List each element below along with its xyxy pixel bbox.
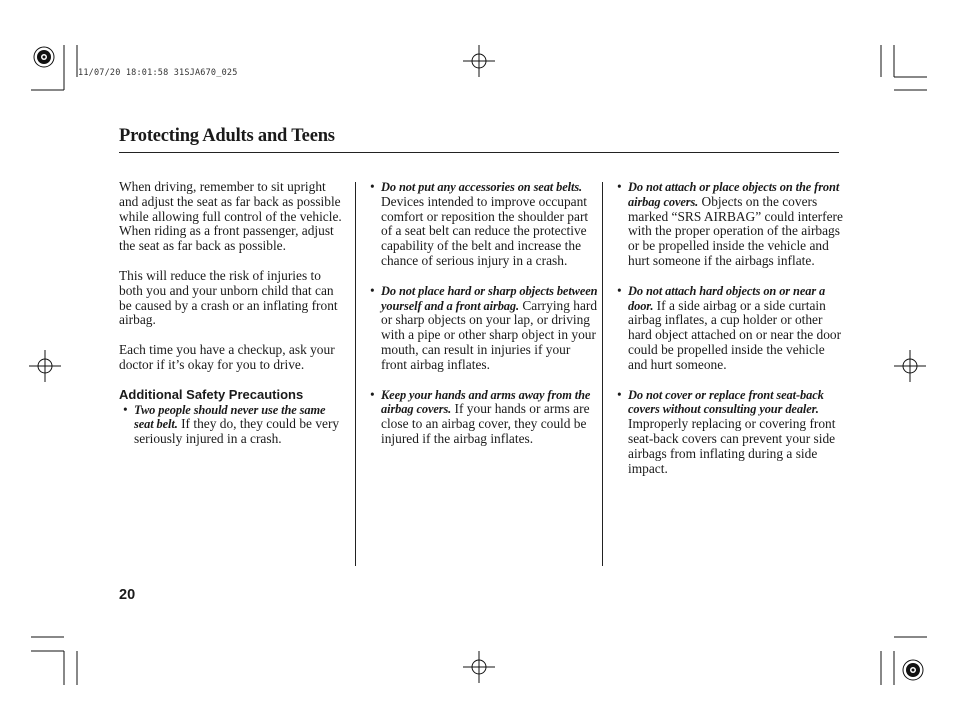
paragraph: Each time you have a checkup, ask your doctor if it’s okay for you to drive. — [119, 342, 335, 372]
bullet-icon: • — [123, 401, 128, 417]
bullet-lead: Do not cover or replace front seat-back covers without consulting your dealer. — [628, 387, 824, 417]
bullet-icon: • — [370, 179, 375, 194]
bullet-lead: Do not attach or place objects on the front airbag covers. — [628, 180, 840, 209]
bullet-icon: • — [617, 282, 622, 298]
bullet-item — [123, 403, 347, 447]
bullet-item — [617, 180, 843, 269]
section-heading: Additional Safety Precautions — [119, 386, 304, 402]
title-rule — [119, 152, 839, 153]
bullet-icon: • — [617, 386, 622, 402]
column-divider — [355, 182, 356, 566]
column-2 — [370, 180, 598, 462]
bullet-text: Objects on the covers marked “SRS AIRBAG” could interfere with the proper operation of the airbags or be propelled inside the vehicle and hurt someone if the airbags inflate. — [628, 193, 843, 268]
bullet-lead: Keep your hands and arms away from the airbag covers. — [381, 387, 591, 417]
bullet-lead: Two people should never use the same seat belt. — [134, 402, 326, 432]
paragraph: This will reduce the risk of injuries to both you and your unborn child that can be caused by a crash or an inflating front airbag. — [119, 267, 338, 328]
bullet-icon: • — [370, 282, 375, 298]
bullet-item — [370, 180, 598, 269]
page-title: Protecting Adults and Teens — [119, 126, 335, 146]
bullet-lead: Do not put any accessories on seat belts. — [381, 180, 583, 194]
bullet-item — [617, 284, 843, 373]
bullet-text: If your hands or arms are close to an airbag cover, they could be injured if the airbag inflates. — [381, 401, 590, 446]
bullet-text: Carrying hard or sharp objects on your lap, or driving with a pipe or other sharp object in your mouth, can result in injuries if your front airbag inflates. — [381, 297, 598, 372]
bullet-lead: Do not attach hard objects on or near a door. — [628, 283, 826, 313]
bullet-lead: Do not place hard or sharp objects between yourself and a front airbag. — [381, 283, 598, 313]
page-number: 20 — [119, 587, 136, 603]
column-3 — [617, 180, 843, 491]
bullet-text: If they do, they could be very seriously injured in a crash. — [134, 416, 340, 447]
column-1 — [119, 180, 347, 462]
bullet-item — [370, 284, 598, 373]
bullet-item — [370, 388, 598, 447]
paragraph: When driving, remember to sit upright and adjust the seat as far back as possible while allowing full control of the vehicle. When riding as a front passenger, adjust the seat as far back as possible. — [119, 179, 342, 254]
bullet-text: Devices intended to improve occupant comfort or reposition the shoulder part of a seat belt can reduce the protective capability of the belt and increase the chance of serious injury in a crash. — [381, 193, 589, 268]
column-divider — [602, 182, 603, 566]
bullet-icon: • — [617, 179, 622, 194]
bullet-item — [617, 388, 843, 477]
bullet-text: If a side airbag or a side curtain airbag inflates, a cup holder or other hard object attached on or near the door could be propelled inside the vehicle and hurt someone. — [628, 297, 842, 372]
bullet-icon: • — [370, 386, 375, 402]
print-timestamp: 11/07/20 18:01:58 31SJA670_025 — [78, 68, 238, 78]
bullet-text: Improperly replacing or covering front seat-back covers can prevent your side airbags from inflating during a side impact. — [628, 416, 836, 476]
